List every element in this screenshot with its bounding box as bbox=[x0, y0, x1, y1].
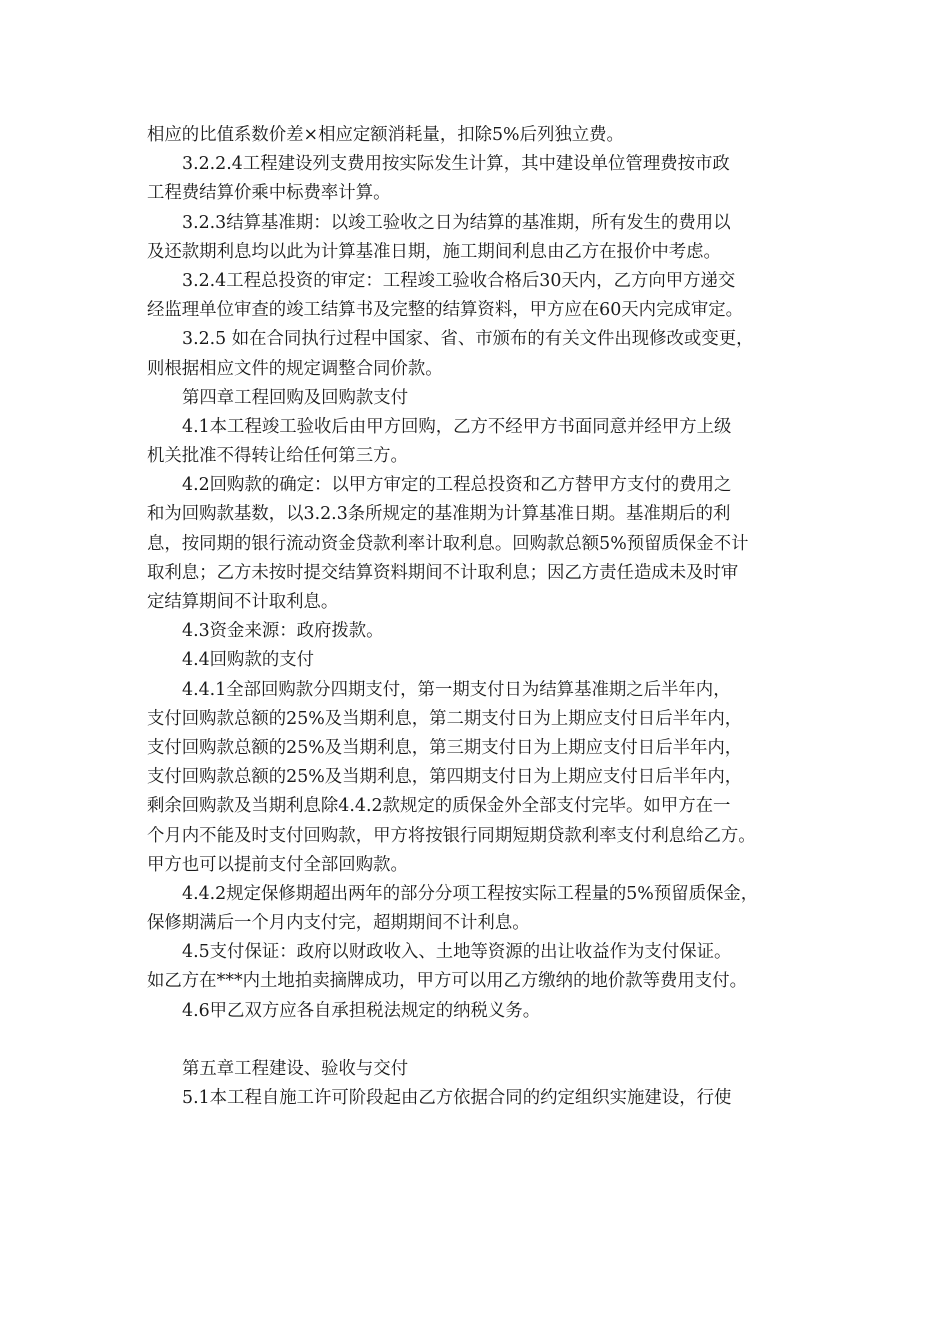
text-line: 4.2回购款的确定：以甲方审定的工程总投资和乙方替甲方支付的费用之 bbox=[182, 475, 732, 496]
text-line: 定结算期间不计取利息。 bbox=[147, 592, 339, 612]
text-line: 经监理单位审查的竣工结算书及完整的结算资料，甲方应在60天内完成审定。 bbox=[147, 300, 744, 321]
text-line: 保修期满后一个月内支付完，超期期间不计利息。 bbox=[147, 913, 530, 934]
text-line: 4.4.2规定保修期超出两年的部分分项工程按实际工程量的5%预留质保金， bbox=[182, 883, 759, 904]
text-line: 4.1本工程竣工验收后由甲方回购，乙方不经甲方书面同意并经甲方上级 bbox=[182, 416, 732, 437]
text-line: 则根据相应文件的规定调整合同价款。 bbox=[147, 358, 443, 379]
text-line: 4.4.1全部回购款分四期支付，第一期支付日为结算基准期之后半年内， bbox=[182, 679, 731, 700]
text-line: 3.2.5 如在合同执行过程中国家、省、市颁布的有关文件出现修改或变更， bbox=[182, 329, 754, 350]
text-line: 工程费结算价乘中标费率计算。 bbox=[147, 183, 391, 204]
text-line: 如乙方在***内土地拍卖摘牌成功，甲方可以用乙方缴纳的地价款等费用支付。 bbox=[147, 971, 747, 992]
text-line: 4.4回购款的支付 bbox=[182, 650, 315, 671]
text-line: 相应的比值系数价差×相应定额消耗量，扣除5%后列独立费。 bbox=[147, 125, 624, 145]
blank-line bbox=[147, 1026, 827, 1055]
text-line: 5.1本工程自施工许可阶段起由乙方依据合同的约定组织实施建设，行使 bbox=[182, 1088, 732, 1109]
text-line: 息，按同期的银行流动资金贷款利率计取利息。回购款总额5%预留质保金不计 bbox=[147, 533, 749, 554]
text-line: 机关批准不得转让给任何第三方。 bbox=[147, 446, 408, 467]
text-line: 4.6甲乙双方应各自承担税法规定的纳税义务。 bbox=[182, 1000, 541, 1021]
text-line: 支付回购款总额的25%及当期利息，第二期支付日为上期应支付日后半年内， bbox=[147, 708, 743, 729]
text-line: 4.5支付保证：政府以财政收入、土地等资源的出让收益作为支付保证。 bbox=[182, 942, 732, 963]
text-line: 4.3资金来源：政府拨款。 bbox=[182, 621, 384, 642]
text-line: 3.2.4工程总投资的审定：工程竣工验收合格后30天内，乙方向甲方递交 bbox=[182, 270, 736, 291]
text-line: 3.2.3结算基准期：以竣工验收之日为结算的基准期，所有发生的费用以 bbox=[182, 212, 731, 233]
text-line: 及还款期利息均以此为计算基准日期，施工期间利息由乙方在报价中考虑。 bbox=[147, 241, 721, 262]
document-lines bbox=[147, 121, 827, 1113]
text-line: 个月内不能及时支付回购款，甲方将按银行同期短期贷款利率支付利息给乙方。 bbox=[147, 825, 756, 846]
text-line: 剩余回购款及当期利息除4.4.2款规定的质保金外全部支付完毕。如甲方在一 bbox=[147, 796, 731, 817]
text-line: 支付回购款总额的25%及当期利息，第三期支付日为上期应支付日后半年内， bbox=[147, 737, 743, 758]
text-line: 和为回购款基数，以3.2.3条所规定的基准期为计算基准日期。基准期后的利 bbox=[147, 504, 731, 525]
text-line: 甲方也可以提前支付全部回购款。 bbox=[147, 854, 408, 875]
text-line: 取利息；乙方未按时提交结算资料期间不计取利息；因乙方责任造成未及时审 bbox=[147, 562, 739, 583]
text-line: 3.2.2.4工程建设列支费用按实际发生计算，其中建设单位管理费按市政 bbox=[182, 154, 730, 175]
text-line: 支付回购款总额的25%及当期利息，第四期支付日为上期应支付日后半年内， bbox=[147, 767, 743, 788]
document-body bbox=[147, 121, 827, 1113]
text-line: 第四章工程回购及回购款支付 bbox=[182, 387, 409, 408]
text-line: 第五章工程建设、验收与交付 bbox=[182, 1059, 409, 1079]
